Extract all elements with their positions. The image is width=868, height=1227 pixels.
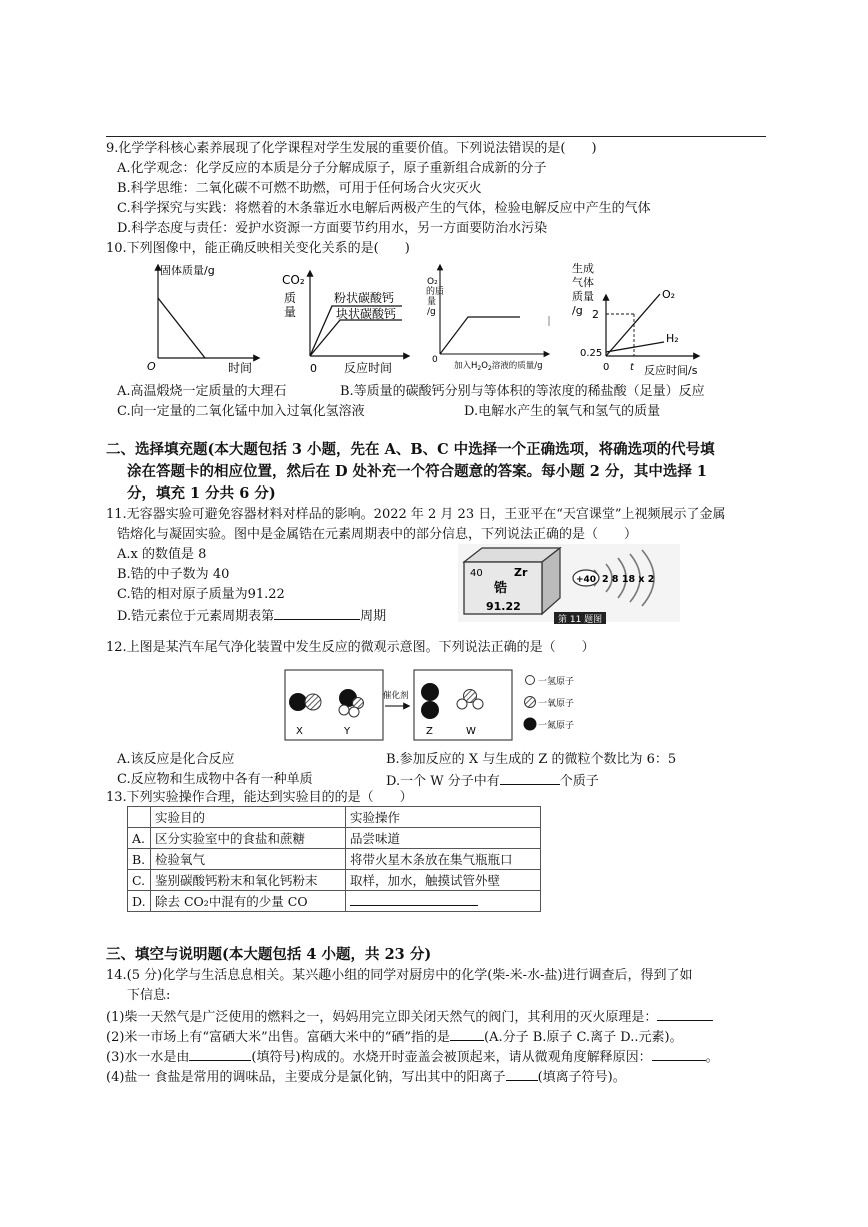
q10-option-a: A.高温煅烧一定质量的大理石 [117,384,287,399]
legend-n-swatch [524,718,537,731]
q10-graph-a [140,258,265,378]
q13-table [127,806,541,912]
q9-option-c: C.科学探究与实践：将燃着的木条靠近水电解后两极产生的气体，检验电解反应中产生的气体 [117,201,651,216]
section2-line3: 分，填充 1 分共 6 分) [127,485,276,502]
series-powder-label: 粉状碳酸钙 [334,291,395,305]
x-label: 加入$H_2O_2$溶液的质量/g [454,361,543,372]
z-n-atom-2 [421,701,439,719]
atomic-number: 40 [470,568,483,579]
q10-option-c: C.向一定量的二氧化锰中加入过氧化氢溶液 [117,404,365,419]
header-cell: 实验操作 [346,807,541,828]
q14-3b-answer-blank[interactable] [652,1048,706,1061]
q11-answer-blank[interactable] [274,607,360,620]
y-h-atom-2 [339,705,349,715]
x-label: 时间 [228,361,253,375]
y-label-2: 的质 [426,287,445,297]
label-w: W [466,726,476,737]
row-purpose: 除去 CO₂中混有的少量 CO [151,891,346,912]
y-label-1: 生成 [572,262,594,275]
catalyst-label: 催化剂 [383,691,409,701]
element-name: 锆 [494,581,508,596]
row-purpose: 鉴别碳酸钙粉末和氧化钙粉末 [151,870,346,891]
label-y: Y [344,726,351,737]
section2-line1: 二、选择填充题(本大题包括 3 小题，先在 A、B、C 中选择一个正确选项，将确选项的代号填 [106,441,715,458]
q14-4-answer-blank[interactable] [506,1068,538,1081]
y-h-atom-3 [349,707,359,717]
w-h-atom-2 [473,699,483,709]
o2-label: O₂ [662,288,676,301]
q11-option-d: D.锆元素位于元素周期表第 周期 [117,609,387,624]
q14-stem-1: 14.(5 分)化学与生活息息相关。某兴趣小组的同学对厨房中的化学(柴-米-水-盐)进行调查后，得到了如 [106,968,693,983]
y-label-1: CO₂ [282,273,305,287]
tick-2: 2 [592,308,599,321]
series-block-label: 块状碳酸钙 [336,307,397,321]
q11-figure [456,542,681,624]
x-label: 反应时间/s [644,364,698,377]
q10-option-d: D.电解水产生的氧气和氢气的质量 [464,404,661,419]
q14-part-2: (2)米一市场上有“富硒大米”出售。富硒大米中的“硒”指的是 (A.分子 B.原子 C.离子 D..元素)。 [106,1030,683,1045]
q12-figure [282,664,592,744]
q9-stem: 9.化学学科核心素养展现了化学课程对学生发展的重要价值。下列说法错误的是( ) [106,141,597,156]
origin-label: O [147,360,156,373]
q12-option-a: A.该反应是化合反应 [117,752,235,767]
header-cell [128,807,151,828]
label-z: Z [426,726,433,737]
q12-answer-blank[interactable] [500,772,560,785]
q12-stem: 12.上图是某汽车尾气净化装置中发生反应的微观示意图。下列说法正确的是（ ） [106,640,595,655]
row-option: B. [128,849,151,870]
q14-part-1: (1)柴一天然气是广泛使用的燃料之一，妈妈用完立即关闭天然气的阀门，其利用的灭火原理是： [106,1008,713,1026]
q14-3a-answer-blank[interactable] [189,1048,251,1061]
row-operation: 品尝味道 [346,828,541,849]
x-label: 反应时间 [344,361,393,375]
nucleus-charge: +40 [576,575,597,585]
q10-graph-d [566,258,706,380]
w-h-atom-1 [457,699,467,709]
q11-option-a: A.x 的数值是 8 [117,547,207,562]
q9-option-a: A.化学观念：化学反应的本质是分子分解成原子，原子重新组合成新的分子 [117,161,547,176]
y-label-2: 质 [284,291,297,305]
y-label-1: O₂ [427,277,438,287]
q10-stem: 10.下列图像中，能正确反映相关变化关系的是( ) [106,241,410,256]
q11-stem-1: 11.无容器实验可避免容器材料对样品的影响。2022 年 2 月 23 日，王亚平在“天宫课堂”上视频展示了金属 [106,507,726,522]
h2-label: H₂ [666,332,679,345]
label-x: X [296,726,303,737]
row-operation: 将带火星木条放在集气瓶瓶口 [346,849,541,870]
shell-electrons: 2 8 18 x 2 [602,574,655,585]
q14-1-answer-blank[interactable] [657,1008,713,1021]
table-row [128,891,541,912]
tick-025: 0.25 [580,348,603,359]
y-label-4: /g [572,304,583,317]
q11-option-c: C.锆的相对原子质量为91.22 [117,587,285,602]
legend-h: 一氢原子 [538,677,575,687]
header-cell: 实验目的 [151,807,346,828]
curve [158,298,205,358]
q13-answer-blank[interactable] [350,893,478,906]
x-n-atom [289,693,307,711]
legend-n: 一氮原子 [538,721,575,731]
q10-graph-b [280,262,415,380]
origin-label: 0 [603,362,610,373]
table-row [128,870,541,891]
q13-stem: 13.下列实验操作合理，能达到实验目的的是（ ） [106,790,413,805]
q14-stem-2: 下信息: [127,988,171,1003]
row-option: C. [128,870,151,891]
y-label-3: 量 [427,297,437,307]
y-label-2: 气体 [572,276,594,289]
origin-label: 0 [310,362,317,375]
y-label-3: 质量 [572,290,594,303]
y-label-3: 量 [284,305,297,319]
t-label: t [630,362,634,373]
q10-graph-c [424,262,554,378]
section2-line2: 涂在答题卡的相应位置，然后在 D 处补充一个符合题意的答案。每小题 2 分，其中选择 1 [127,463,707,480]
origin-label: 0 [432,355,438,365]
row-purpose: 区分实验室中的食盐和蔗糖 [151,828,346,849]
legend-h-swatch [526,676,535,685]
figure-caption: 第 11 题图 [558,615,603,624]
row-operation [346,891,541,912]
q12-option-b: B.参加反应的 X 与生成的 Z 的微粒个数比为 6：5 [386,752,677,767]
q12-option-c: C.反应物和生成物中各有一种单质 [117,772,313,787]
y-label-4: /g [427,307,436,317]
q14-part-3: (3)水一水是由 (填符号)构成的。水烧开时壶盖会被顶起来，请从微观角度解释原因： 。 [106,1050,719,1065]
atomic-mass: 91.22 [486,600,521,613]
legend-o-swatch [525,697,536,708]
curve [440,317,520,354]
element-symbol: Zr [514,566,528,579]
table-header-row [128,807,541,828]
row-option: D. [128,891,151,912]
row-purpose: 检验氧气 [151,849,346,870]
q9-option-d: D.科学态度与责任：爱护水资源一方面要节约用水，另一方面要防治水污染 [117,221,548,236]
legend-o: 一氧原子 [538,699,575,709]
q10-option-b: B.等质量的碳酸钙分别与等体积的等浓度的稀盐酸（足量）反应 [340,384,705,399]
x-o-atom [305,694,321,710]
q11-option-b: B.锆的中子数为 40 [117,567,230,582]
top-rule [106,136,766,137]
q14-2-answer-blank[interactable] [450,1028,484,1041]
q11-stem-2: 锆熔化与凝固实验。图中是金属锆在元素周期表中的部分信息，下列说法正确的是（ ） [117,527,638,542]
row-option: A. [128,828,151,849]
q9-option-b: B.科学思维：二氧化碳不可燃不助燃，可用于任何场合火灾灭火 [117,181,482,196]
q14-part-4: (4)盐一 食盐是常用的调味品，主要成分是氯化钠，写出其中的阳离子 (填离子符号)。 [106,1070,626,1085]
z-n-atom-1 [421,683,439,701]
table-row [128,828,541,849]
table-row [128,849,541,870]
row-operation: 取样，加水，触摸试管外壁 [346,870,541,891]
section3-title: 三、填空与说明题(本大题包括 4 小题，共 23 分) [106,946,432,963]
q12-option-d: D.一个 W 分子中有 个质子 [386,774,599,789]
y-label: 固体质量/g [160,264,215,277]
